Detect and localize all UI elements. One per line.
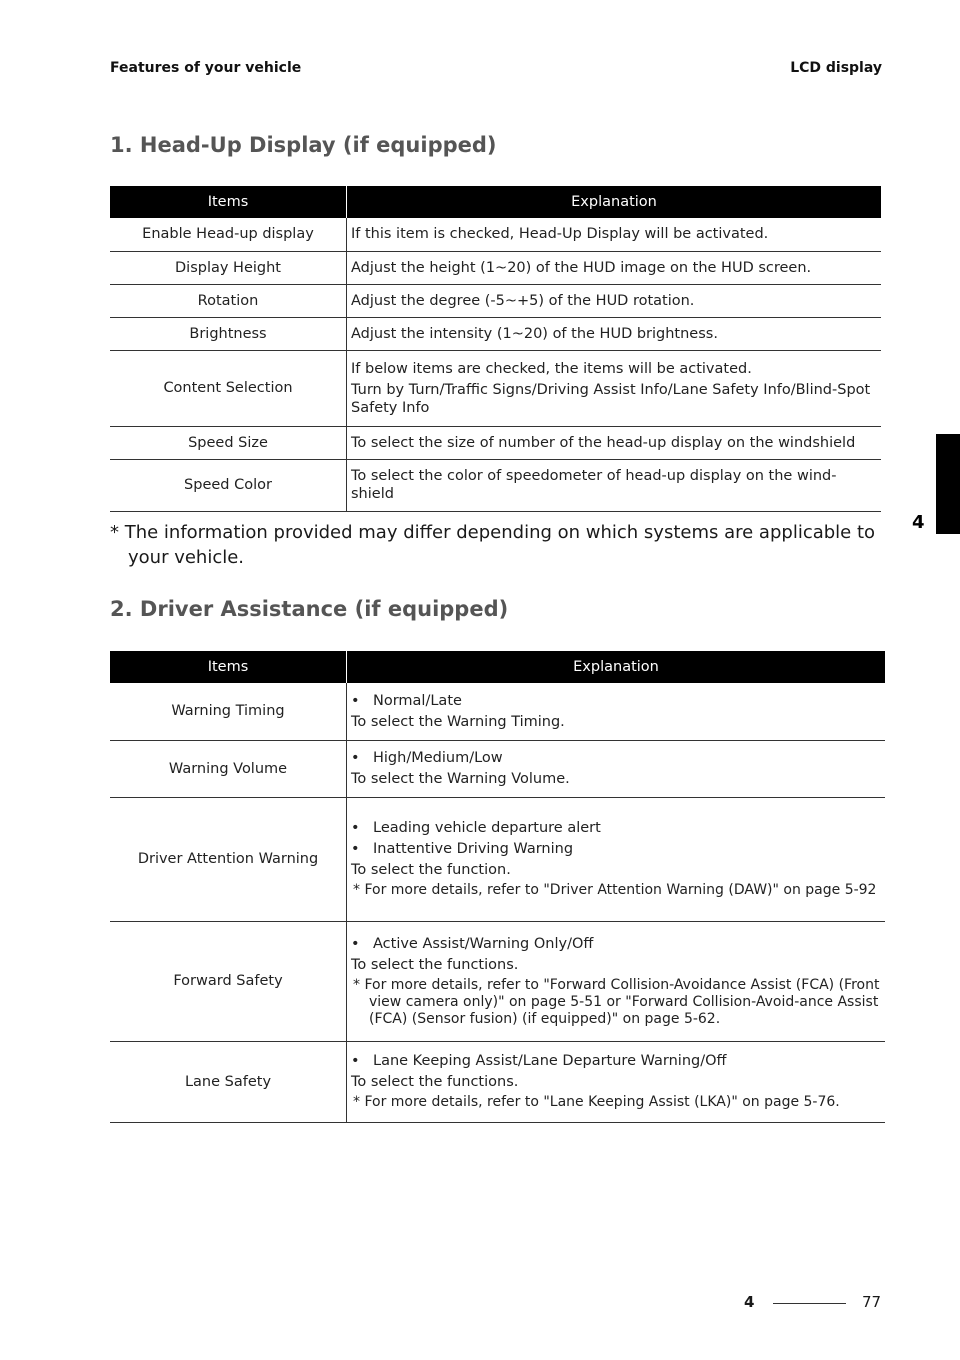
- bullet-item: [351, 692, 881, 710]
- explanation-text: Adjust the degree (-5~+5) of the HUD rotation.: [351, 292, 695, 309]
- table-row: [110, 284, 881, 317]
- table-row: [110, 350, 881, 426]
- bullet-item: [351, 1052, 881, 1070]
- explanation-cell: [347, 921, 886, 1041]
- explanation-text: To select the Warning Timing.: [351, 713, 565, 730]
- table-header-row: [110, 186, 881, 218]
- explanation-text: To select the function.: [351, 862, 511, 878]
- item-cell: Lane Safety: [110, 1041, 347, 1122]
- item-cell: Driver Attention Warning: [110, 797, 347, 921]
- explanation-cell: [347, 317, 882, 350]
- table-row: [110, 317, 881, 350]
- bullet-text: Normal/Late: [373, 692, 462, 709]
- bullet-icon: •: [351, 935, 360, 952]
- bullet-icon: •: [351, 820, 360, 836]
- hud-settings-table: [110, 186, 881, 512]
- reference-note: * For more details, refer to "Forward Collision-Avoidance Assist (FCA) (Front view camera only)" on page 5-51 or "Forward Collision-Avoid-ance Assist (FCA) (Sensor fusion) (if equipped)" on page 5-62.: [353, 976, 880, 1027]
- bullet-item: [351, 840, 881, 858]
- running-header-topic: LCD display: [790, 60, 882, 76]
- bullet-text: High/Medium/Low: [373, 750, 503, 766]
- explanation-cell: [347, 797, 886, 921]
- driver-assistance-table: [110, 651, 885, 1123]
- table-row: [110, 251, 881, 284]
- explanation-text: To select the Warning Volume.: [351, 771, 570, 787]
- table-row: [110, 683, 885, 740]
- table-row: [110, 459, 881, 511]
- column-header-explanation: Explanation: [347, 651, 886, 683]
- bullet-item: [351, 935, 881, 953]
- explanation-cell: [347, 459, 882, 511]
- running-header-section: Features of your vehicle: [110, 60, 302, 76]
- explanation-text: If below items are checked, the items will be activated.: [351, 360, 752, 377]
- table-row: [110, 426, 881, 459]
- item-cell: Speed Size: [110, 426, 347, 459]
- bullet-item: [351, 749, 881, 767]
- table-row: [110, 797, 885, 921]
- table-row: [110, 921, 885, 1041]
- explanation-cell: [347, 740, 886, 797]
- item-cell: Enable Head-up display: [110, 218, 347, 251]
- item-cell: Content Selection: [110, 350, 347, 426]
- bullet-icon: •: [351, 841, 360, 857]
- bullet-text: Inattentive Driving Warning: [373, 841, 574, 857]
- bullet-icon: •: [351, 1053, 360, 1069]
- explanation-cell: [347, 683, 886, 740]
- explanation-text: If this item is checked, Head-Up Display will be activated.: [351, 226, 769, 243]
- explanation-cell: [347, 218, 882, 251]
- explanation-text: Adjust the height (1~20) of the HUD image on the HUD screen.: [351, 259, 812, 276]
- item-cell: Warning Timing: [110, 683, 347, 740]
- column-header-explanation: Explanation: [347, 186, 882, 218]
- table-header-row: [110, 651, 885, 683]
- item-cell: Forward Safety: [110, 921, 347, 1041]
- chapter-thumb-tab: [936, 434, 960, 534]
- explanation-cell: [347, 1041, 886, 1122]
- bullet-item: [351, 819, 881, 837]
- explanation-text: Turn by Turn/Traffic Signs/Driving Assist Info/Lane Safety Info/Blind-Spot Safety Info: [351, 381, 871, 416]
- explanation-text: To select the size of number of the head-up display on the windshield: [351, 434, 856, 451]
- explanation-cell: [347, 284, 882, 317]
- section-title-driver-assistance: 2. Driver Assistance (if equipped): [110, 597, 509, 621]
- table-row: [110, 740, 885, 797]
- footer-divider: [773, 1303, 846, 1304]
- explanation-text: To select the color of speedometer of head-up display on the wind-shield: [351, 468, 837, 502]
- bullet-text: Leading vehicle departure alert: [373, 820, 601, 836]
- bullet-icon: •: [351, 692, 360, 709]
- explanation-cell: [347, 251, 882, 284]
- explanation-cell: [347, 350, 882, 426]
- explanation-text: Adjust the intensity (1~20) of the HUD brightness.: [351, 325, 718, 342]
- item-cell: Display Height: [110, 251, 347, 284]
- table-row: [110, 1041, 885, 1122]
- page-number: 77: [862, 1293, 882, 1311]
- item-cell: Brightness: [110, 317, 347, 350]
- column-header-items: Items: [110, 186, 347, 218]
- item-cell: Speed Color: [110, 459, 347, 511]
- reference-note: * For more details, refer to "Driver Attention Warning (DAW)" on page 5-92: [353, 882, 877, 898]
- explanation-text: To select the functions.: [351, 956, 519, 973]
- reference-note: * For more details, refer to "Lane Keeping Assist (LKA)" on page 5-76.: [353, 1094, 840, 1110]
- footer-chapter: 4: [744, 1293, 755, 1311]
- chapter-number: 4: [912, 512, 925, 533]
- explanation-cell: [347, 426, 882, 459]
- item-cell: Rotation: [110, 284, 347, 317]
- explanation-text: To select the functions.: [351, 1074, 519, 1090]
- item-cell: Warning Volume: [110, 740, 347, 797]
- bullet-icon: •: [351, 750, 360, 766]
- table-row: [110, 218, 881, 251]
- column-header-items: Items: [110, 651, 347, 683]
- footnote: * The information provided may differ depending on which systems are applicable to your vehicle.: [110, 522, 876, 568]
- bullet-text: Active Assist/Warning Only/Off: [373, 935, 594, 952]
- section-title-hud: 1. Head-Up Display (if equipped): [110, 133, 497, 157]
- bullet-text: Lane Keeping Assist/Lane Departure Warning/Off: [373, 1053, 727, 1069]
